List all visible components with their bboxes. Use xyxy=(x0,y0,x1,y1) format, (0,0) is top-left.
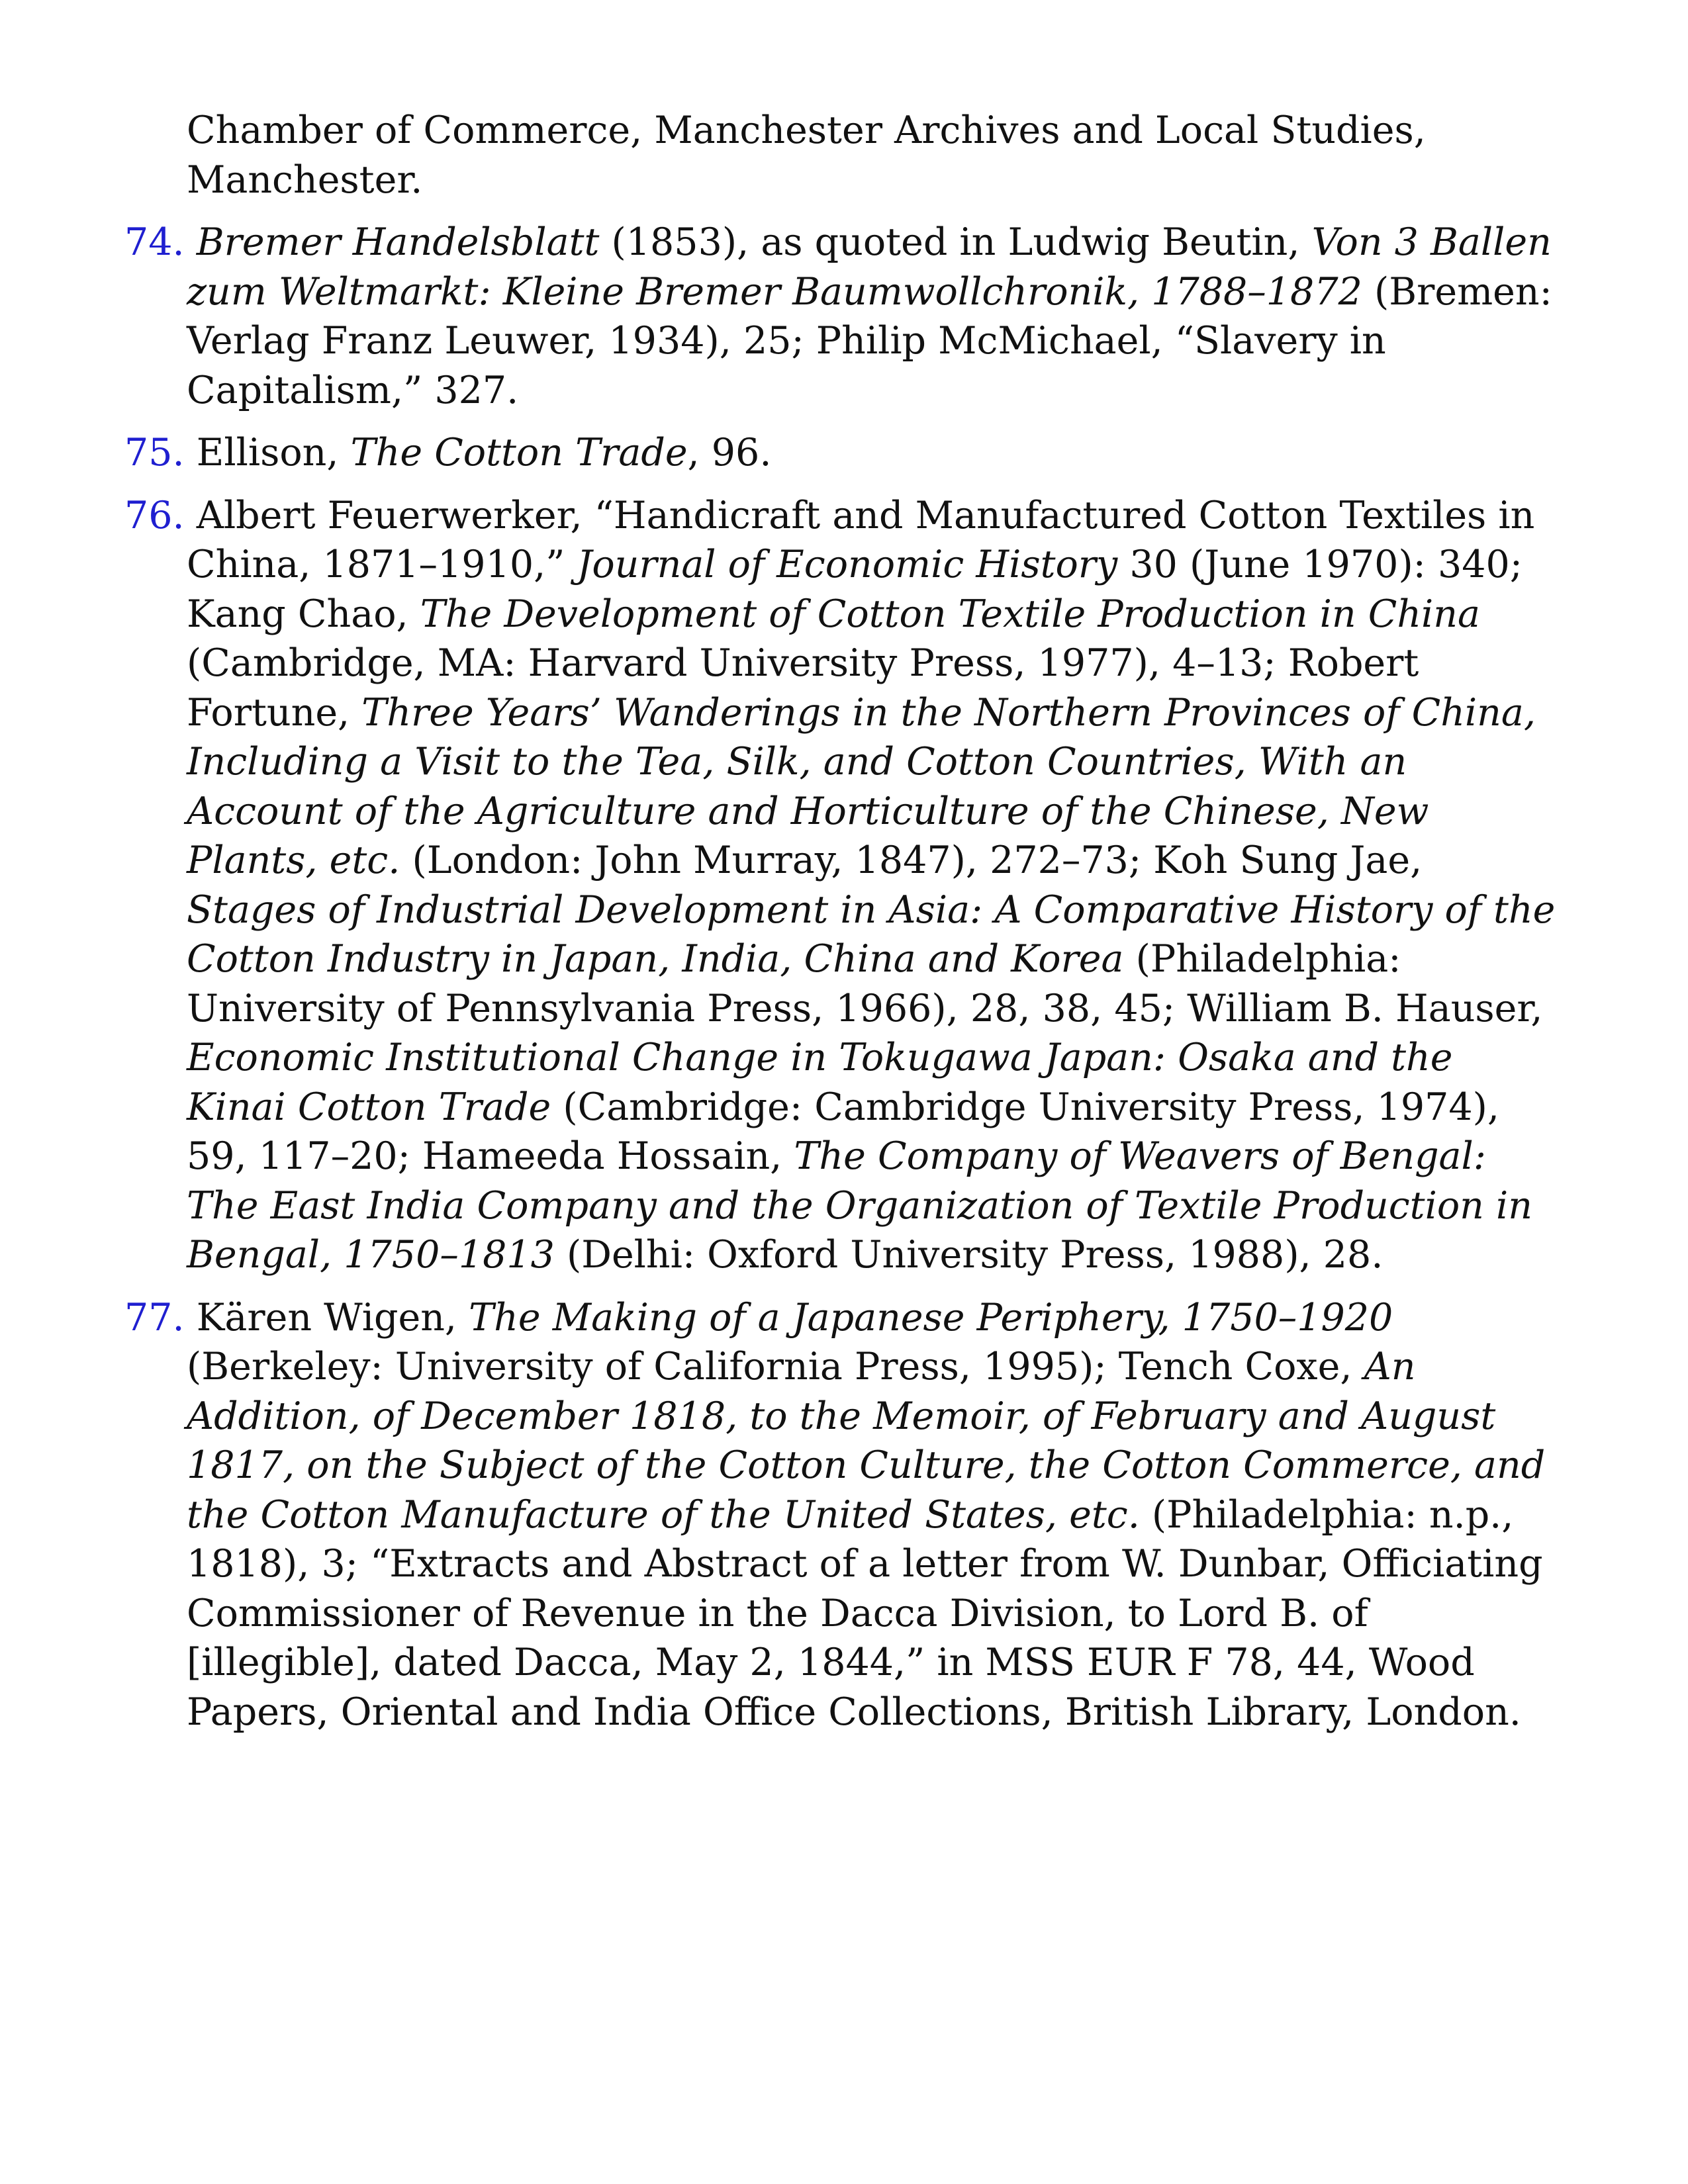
citation-text: (Berkeley: University of California Press, 1995); Tench Coxe, xyxy=(187,1345,1364,1388)
endnote xyxy=(124,218,1556,415)
citation-title: Journal of Economic History xyxy=(577,543,1118,586)
citation-text: Kären Wigen, xyxy=(196,1295,469,1340)
endnote xyxy=(124,428,1556,478)
endnote-number-link[interactable]: 75. xyxy=(124,431,185,475)
citation-text: 30 (June 1970): 340; Kang Chao, xyxy=(187,543,1523,636)
endnote-number-link[interactable]: 74. xyxy=(124,220,185,264)
endnote xyxy=(124,1293,1556,1737)
citation-text: Chamber of Commerce, Manchester Archives and Local Studies, Manchester. xyxy=(187,109,1426,202)
citation-text: (London: John Murray, 1847), 272–73; Koh Sung Jae, xyxy=(400,839,1423,882)
citation-text: Albert Feuerwerker, “Handicraft and Manufactured Cotton Textiles in China, 1871–1910,” xyxy=(187,493,1535,586)
citation-title: Three Years’ Wanderings in the Northern Provinces of China, Including a Visit to the Tea, Silk, and Cotton Countries, With an Account of the Agriculture and Horticulture of the Chinese, New Plants, etc. xyxy=(187,690,1536,882)
citation-title: An Addition, of December 1818, to the Memoir, of February and August 1817, on the Subject of the Cotton Culture, the Cotton Commerce, and the Cotton Manufacture of the United States, etc. xyxy=(187,1345,1546,1537)
citation-text: (Cambridge: Cambridge University Press, 1974), 59, 117–20; Hameeda Hossain, xyxy=(187,1085,1500,1178)
endnotes-list xyxy=(124,106,1556,1737)
citation-text: Ellison, xyxy=(196,431,351,475)
citation-text: (Philadelphia: University of Pennsylvania Press, 1966), 28, 38, 45; William B. Hauser, xyxy=(187,937,1543,1030)
citation-title: The Development of Cotton Textile Production in China xyxy=(420,592,1480,636)
citation-title: The Making of a Japanese Periphery, 1750–1920 xyxy=(469,1295,1393,1340)
citation-text: , 96. xyxy=(687,431,772,475)
citation-title: The Company of Weavers of Bengal: The East India Company and the Organization of Textile Production in Bengal, 1750–1813 xyxy=(187,1134,1532,1277)
endnote-continuation xyxy=(124,106,1556,205)
citation-title: The Cotton Trade xyxy=(350,431,688,475)
citation-title: Economic Institutional Change in Tokugawa Japan: Osaka and the Kinai Cotton Trade xyxy=(187,1036,1453,1129)
citation-text: (Philadelphia: n.p., 1818), 3; “Extracts and Abstract of a letter from W. Dunbar, Officiating Commissioner of Revenue in the Dacca Division, to Lord B. of [illegible], dated Dacca, May 2, 1844,” in MSS EUR F 78, 44, Wood Papers, Oriental and India Office Collections, British Library, London. xyxy=(187,1492,1543,1734)
endnote-number-link[interactable]: 76. xyxy=(124,493,185,537)
endnote xyxy=(124,491,1556,1280)
citation-text: (1853), as quoted in Ludwig Beutin, xyxy=(599,220,1312,264)
citation-title: Bremer Handelsblatt xyxy=(196,220,600,264)
citation-text: (Delhi: Oxford University Press, 1988), 28. xyxy=(554,1233,1383,1277)
endnote-number-link[interactable]: 77. xyxy=(124,1295,185,1340)
citation-title: Stages of Industrial Development in Asia: A Comparative History of the Cotton Industry in Japan, India, China and Korea xyxy=(187,887,1556,981)
citation-title: Von 3 Ballen zum Weltmarkt: Kleine Bremer Baumwollchronik, 1788–1872 xyxy=(187,220,1552,314)
citation-text: (Bremen: Verlag Franz Leuwer, 1934), 25; Philip McMichael, “Slavery in Capitalism,” 327. xyxy=(187,269,1552,412)
citation-text: (Cambridge, MA: Harvard University Press, 1977), 4–13; Robert Fortune, xyxy=(187,641,1419,735)
